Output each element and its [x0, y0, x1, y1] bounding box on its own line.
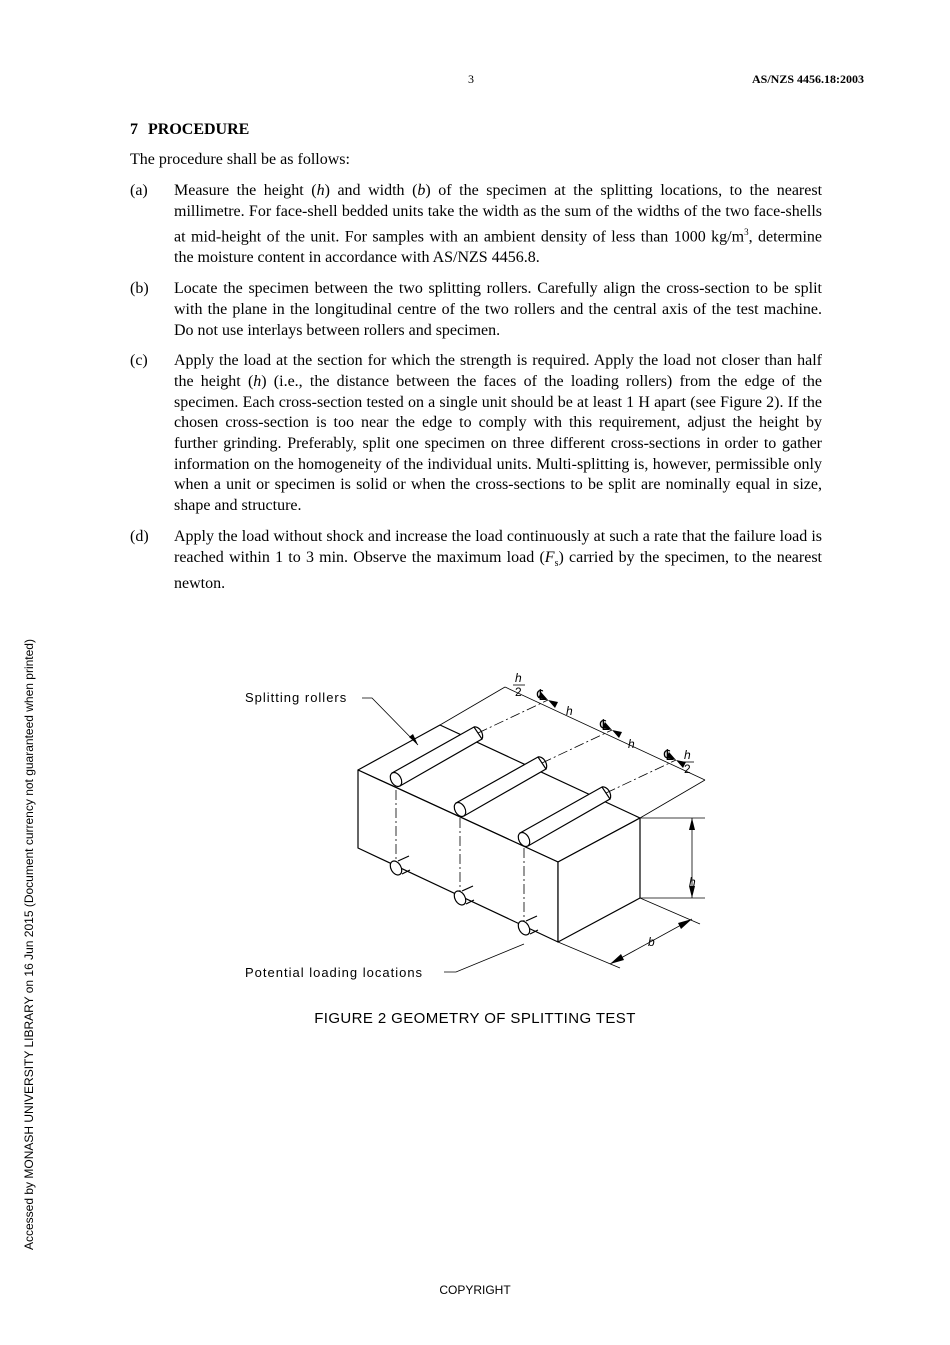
- variable-h: h: [253, 372, 262, 390]
- section-title: PROCEDURE: [148, 121, 250, 138]
- half-h-numerator: h: [684, 748, 691, 762]
- dim-h-1: h: [566, 704, 573, 718]
- footer-copyright: COPYRIGHT: [439, 1283, 511, 1297]
- splitting-test-figure: [230, 660, 730, 990]
- label-loading-locations: Potential loading locations: [245, 965, 424, 980]
- variable-h: h: [316, 182, 325, 199]
- variable-b: b: [417, 182, 426, 199]
- dim-b-width: b: [648, 935, 655, 949]
- procedure-step-d: [130, 527, 822, 595]
- centreline-symbol-2: ℄: [600, 717, 610, 734]
- exponent: 3: [744, 227, 749, 238]
- step-label: (b): [130, 280, 149, 298]
- step-text: Apply the load without shock and increase the load continuously at such a rate that the failure load is reached within 1 to 3 min. Observe the maximum load (: [174, 527, 822, 566]
- dim-half-h-left: [513, 671, 525, 699]
- step-label: (a): [130, 182, 148, 199]
- procedure-step-a: [130, 181, 822, 269]
- label-splitting-rollers: Splitting rollers: [245, 690, 348, 705]
- step-text: Measure the height (: [174, 182, 317, 199]
- centreline-symbol-1: ℄: [537, 687, 547, 704]
- centreline-symbol-3: ℄: [664, 747, 674, 764]
- subscript-s: s: [554, 557, 559, 569]
- procedure-step-b: [130, 279, 822, 341]
- dim-h-2: h: [628, 737, 635, 751]
- variable-f: F: [544, 548, 555, 566]
- figure-caption: FIGURE 2 GEOMETRY OF SPLITTING TEST: [314, 1010, 636, 1027]
- half-h-numerator: h: [515, 671, 522, 685]
- procedure-step-c: [130, 351, 822, 517]
- step-text: ) (i.e., the distance between the faces of the loading rollers) from the edge of the specimen. Each cross-section tested on a single unit should be at least 1 H apart (see Figure 2). If the chosen cross-section is too near the edge to comply with this requirement, adjust the height by further grinding. Preferably, split one specimen on three different cross-sections in order to gather information on the homogeneity of the individual units. Multi-splitting is, however, permissible only when a unit or specimen is solid or when the cross-sections to be split are nominally equal in size, shape and structure.: [174, 372, 822, 515]
- intro-text: The procedure shall be as follows:: [130, 151, 350, 168]
- step-text: , determine the moisture content in accordance with AS/NZS 4456.8.: [174, 228, 822, 267]
- page-number: 3: [468, 72, 474, 86]
- standard-id: AS/NZS 4456.18:2003: [751, 72, 864, 86]
- access-watermark: Accessed by MONASH UNIVERSITY LIBRARY on 16 Jun 2015 (Document currency not guaranteed when printed): [22, 639, 36, 1250]
- half-h-denominator: 2: [515, 685, 522, 699]
- section-heading: [130, 121, 249, 139]
- step-label: (d): [130, 527, 149, 545]
- dim-h-height: h: [689, 875, 696, 889]
- step-text: ) of the specimen at the splitting locations, to the nearest millimetre. For face-shell bedded units take the width as the sum of the widths of the two face-shells at mid-height of the unit. For samples with an ambient density of less than 1000 kg/m: [174, 182, 823, 246]
- step-text: ) carried by the specimen, to the nearest newton.: [174, 548, 823, 593]
- step-text: Apply the load at the section for which the strength is required. Apply the load not closer than half the height (: [174, 352, 822, 390]
- dim-half-h-right: [682, 748, 694, 776]
- half-h-denominator: 2: [684, 762, 691, 776]
- step-text: ) and width (: [324, 182, 418, 199]
- step-label: (c): [130, 352, 148, 370]
- section-number: 7: [130, 121, 138, 138]
- procedure-list: [130, 181, 822, 605]
- step-text: Locate the specimen between the two splitting rollers. Carefully align the cross-section to be split with the plane in the longitudinal centre of the two rollers and the central axis of the test machine. Do not use interlays between rollers and specimen.: [174, 280, 822, 339]
- geometry-diagram: [230, 660, 730, 990]
